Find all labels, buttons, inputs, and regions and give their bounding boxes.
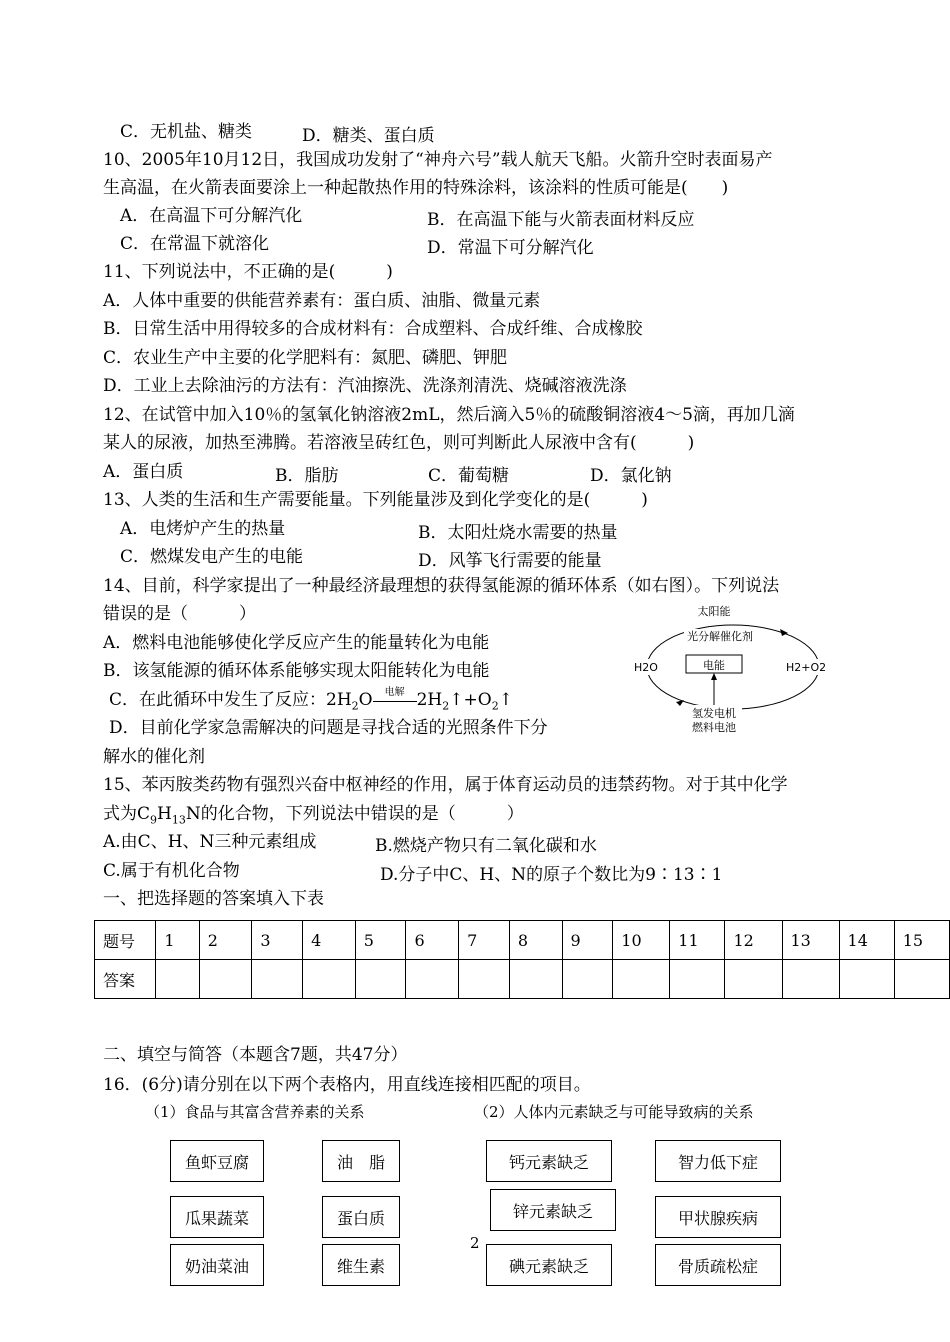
q10-option-c: C．在常温下就溶化 [120, 234, 270, 254]
element-box-1: 钙元素缺乏 [486, 1140, 612, 1182]
q13-stem: 13、人类的生活和生产需要能量。下列能量涉及到化学变化的是( ) [103, 490, 648, 510]
solar-energy-label: 太阳能 [697, 605, 731, 618]
q10-option-d: D．常温下可分解汽化 [427, 238, 594, 258]
q14-c-text: O [358, 690, 373, 710]
q10-stem-line1: 10、2005年10月12日，我国成功发射了“神舟六号”载人航天飞船。火箭升空时表面易产 [103, 150, 773, 170]
answer-cell[interactable] [562, 960, 613, 999]
arrow-label: 电解 [384, 687, 405, 698]
food-box-3: 奶油菜油 [170, 1244, 264, 1286]
q10-stem-line2: 生高温，在火箭表面要涂上一种起散热作用的特殊涂料，该涂料的性质可能是( ) [103, 178, 729, 198]
arrow-line [373, 701, 417, 702]
q15-stem-line1: 15、苯丙胺类药物有强烈兴奋中枢神经的作用，属于体育运动员的违禁药物。对于其中化学 [103, 775, 788, 795]
q11-option-a: A．人体中重要的供能营养素有：蛋白质、油脂、微量元素 [103, 291, 541, 311]
q14-c-text: 2H [416, 690, 443, 710]
food-box-1: 鱼虾豆腐 [170, 1140, 264, 1182]
q15-text: H [157, 804, 172, 824]
question-number-cell: 4 [303, 921, 356, 960]
answer-cell[interactable] [782, 960, 839, 999]
q9-option-d: D．糖类、蛋白质 [302, 126, 435, 146]
answer-table-header-row [95, 921, 950, 960]
answer-table-answer-row [95, 960, 950, 999]
q16-sub1-title: （1）食品与其富含营养素的关系 [145, 1103, 365, 1121]
q15-option-a: A.由C、H、N三种元素组成 [103, 832, 317, 852]
q15-option-c: C.属于有机化合物 [103, 861, 240, 881]
q14-stem-line1: 14、目前，科学家提出了一种最经济最理想的获得氢能源的循环体系（如右图）。下列说法 [103, 576, 780, 596]
q14-option-d-line1: D．目前化学家急需解决的问题是寻找合适的光照条件下分 [109, 718, 548, 738]
h2-o2-label: H2+O2 [786, 661, 827, 674]
q10-option-b: B．在高温下能与火箭表面材料反应 [427, 210, 695, 230]
question-number-cell: 13 [782, 921, 839, 960]
question-number-cell: 6 [406, 921, 459, 960]
answer-table [94, 920, 950, 999]
answer-cell[interactable] [839, 960, 894, 999]
hydrogen-cycle-diagram [628, 605, 838, 745]
q14-c-text: C．在此循环中发生了反应：2H [109, 690, 352, 710]
q9-option-c: C．无机盐、糖类 [120, 122, 253, 142]
question-number-cell: 10 [613, 921, 670, 960]
answer-cell[interactable] [252, 960, 303, 999]
q14-stem-line2: 错误的是（ ） [103, 604, 256, 624]
q15-option-d: D.分子中C、H、N的原子个数比为9∶13∶1 [380, 865, 723, 885]
q14-c-sub: 2 [351, 699, 359, 713]
answer-cell[interactable] [725, 960, 782, 999]
answer-cell[interactable] [459, 960, 510, 999]
question-number-cell: 11 [670, 921, 725, 960]
q15-sub: 13 [171, 813, 186, 827]
q13-option-a: A．电烤炉产生的热量 [120, 519, 286, 539]
q14-option-d-line2: 解水的催化剂 [103, 747, 205, 767]
disease-box-3: 骨质疏松症 [655, 1244, 781, 1286]
element-box-2: 锌元素缺乏 [490, 1189, 616, 1231]
q15-option-b: B.燃烧产物只有二氧化碳和水 [375, 836, 597, 856]
q16-stem: 16．(6分)请分别在以下两个表格内，用直线连接相匹配的项目。 [103, 1075, 591, 1095]
q14-c-text: ↑ [498, 690, 513, 710]
element-box-3: 碘元素缺乏 [486, 1244, 612, 1286]
question-number-cell: 7 [459, 921, 510, 960]
q14-c-sub: 2 [491, 699, 499, 713]
q12-stem-line2: 某人的尿液，加热至沸腾。若溶液呈砖红色，则可判断此人尿液中含有( ) [103, 433, 695, 453]
q14-option-c [109, 689, 513, 717]
electrolysis-arrow [373, 689, 417, 711]
answer-cell[interactable] [894, 960, 949, 999]
catalyst-label: 光分解催化剂 [687, 630, 753, 643]
page-number: 2 [470, 1234, 480, 1252]
question-number-cell: 9 [562, 921, 613, 960]
q13-option-d: D．风筝飞行需要的能量 [418, 551, 602, 571]
q14-c-sub: 2 [442, 699, 450, 713]
answer-cell[interactable] [406, 960, 459, 999]
question-number-cell: 1 [156, 921, 199, 960]
question-number-cell: 3 [252, 921, 303, 960]
q14-option-a: A．燃料电池能够使化学反应产生的能量转化为电能 [103, 633, 490, 653]
q15-stem-line2 [103, 803, 524, 831]
top-arrow-head [780, 629, 788, 636]
q15-text: 式为C [103, 804, 151, 824]
answer-cell[interactable] [303, 960, 356, 999]
up-arrow-head [711, 673, 717, 680]
food-box-2: 瓜果蔬菜 [170, 1196, 264, 1238]
q12-option-a: A．蛋白质 [103, 462, 184, 482]
q11-stem: 11、下列说法中，不正确的是( ) [103, 262, 393, 282]
electric-energy-label: 电能 [703, 659, 725, 672]
nutrient-box-1: 油 脂 [322, 1140, 400, 1182]
question-number-cell: 8 [509, 921, 562, 960]
nutrient-box-3: 维生素 [322, 1244, 400, 1286]
fuel-cell-label: 燃料电池 [692, 721, 736, 734]
q12-option-c: C．葡萄糖 [428, 466, 510, 486]
question-number-cell: 5 [355, 921, 406, 960]
question-number-cell: 14 [839, 921, 894, 960]
answer-label: 答案 [95, 960, 156, 999]
nutrient-box-2: 蛋白质 [322, 1196, 400, 1238]
answer-cell[interactable] [199, 960, 252, 999]
q16-sub2-title: （2）人体内元素缺乏与可能导致病的关系 [474, 1103, 754, 1121]
question-number-cell: 15 [894, 921, 949, 960]
bottom-arrow-head [676, 700, 684, 706]
answer-section-title: 一、把选择题的答案填入下表 [103, 889, 324, 909]
disease-box-2: 甲状腺疾病 [655, 1196, 781, 1238]
q15-text: N的化合物，下列说法中错误的是（ ） [185, 804, 524, 824]
section2-title: 二、填空与简答（本题含7题，共47分） [103, 1045, 408, 1065]
answer-cell[interactable] [613, 960, 670, 999]
q10-option-a: A．在高温下可分解汽化 [120, 206, 303, 226]
q13-option-b: B．太阳灶烧水需要的热量 [418, 523, 618, 543]
q13-option-c: C．燃煤发电产生的电能 [120, 547, 304, 567]
q12-stem-line1: 12、在试管中加入10％的氢氧化钠溶液2mL，然后滴入5％的硫酸铜溶液4～5滴，再加几滴 [103, 405, 795, 425]
h2o-label: H2O [634, 661, 658, 674]
answer-cell[interactable] [670, 960, 725, 999]
q14-option-b: B．该氢能源的循环体系能够实现太阳能转化为电能 [103, 661, 490, 681]
question-number-cell: 2 [199, 921, 252, 960]
answer-cell[interactable] [156, 960, 199, 999]
q14-c-text: ↑+O [449, 690, 492, 710]
question-number-cell: 12 [725, 921, 782, 960]
answer-cell[interactable] [355, 960, 406, 999]
q12-option-d: D．氯化钠 [590, 466, 672, 486]
disease-box-1: 智力低下症 [655, 1140, 781, 1182]
q11-option-c: C．农业生产中主要的化学肥料有：氮肥、磷肥、钾肥 [103, 348, 508, 368]
q12-option-b: B．脂肪 [275, 466, 339, 486]
answer-cell[interactable] [509, 960, 562, 999]
q11-option-b: B．日常生活中用得较多的合成材料有：合成塑料、合成纤维、合成橡胶 [103, 319, 643, 339]
q15-sub: 9 [150, 813, 158, 827]
generator-label: 氢发电机 [692, 707, 736, 720]
q11-option-d: D．工业上去除油污的方法有：汽油擦洗、洗涤剂清洗、烧碱溶液洗涤 [103, 376, 627, 396]
question-number-label: 题号 [95, 921, 156, 960]
